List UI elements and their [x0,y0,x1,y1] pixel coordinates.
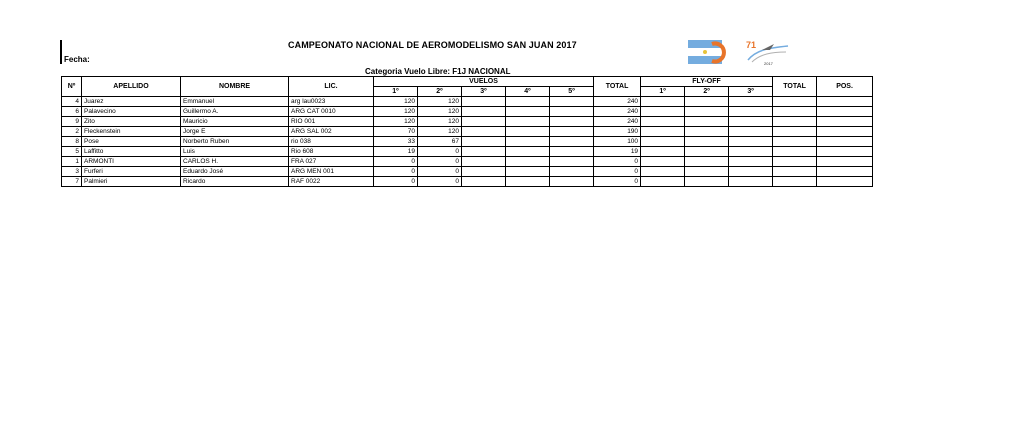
category-title: Categoria Vuelo Libre: F1J NACIONAL [365,67,511,76]
cell-num: 7 [62,177,82,187]
cell-total-2 [773,127,817,137]
table-row [62,127,873,137]
cell-total: 0 [594,177,641,187]
cell-num: 1 [62,157,82,167]
cell-v4 [506,177,550,187]
table-row [62,107,873,117]
col-header-v1: 1º [374,87,418,97]
cell-lic: RIO 001 [289,117,374,127]
cell-v3 [462,177,506,187]
cell-total-2 [773,177,817,187]
cell-num: 6 [62,107,82,117]
cell-v3 [462,137,506,147]
table-row [62,157,873,167]
cell-num: 2 [62,127,82,137]
cell-nombre: Mauricio [181,117,289,127]
cell-v2: 67 [418,137,462,147]
table-row [62,147,873,157]
cell-f1 [641,177,685,187]
cell-v5 [550,157,594,167]
table-row [62,97,873,107]
cell-lic: ARG CAT 0010 [289,107,374,117]
cell-pos [817,167,873,177]
cell-v4 [506,157,550,167]
cell-v5 [550,117,594,127]
cell-pos [817,117,873,127]
cell-lic: FRA 027 [289,157,374,167]
cell-total: 0 [594,157,641,167]
cell-f1 [641,107,685,117]
cell-total: 0 [594,167,641,177]
cell-pos [817,97,873,107]
cell-v4 [506,147,550,157]
cell-v5 [550,107,594,117]
cell-f3 [729,147,773,157]
cell-pos [817,137,873,147]
cell-lic: RAF 0022 [289,177,374,187]
cell-v1: 120 [374,117,418,127]
col-header-apellido: APELLIDO [82,77,181,97]
cell-total-2 [773,167,817,177]
cell-v1: 70 [374,127,418,137]
col-header-flyoff: FLY-OFF [641,77,773,87]
cell-apellido: Palmieri [82,177,181,187]
cell-apellido: Zito [82,117,181,127]
cell-f3 [729,137,773,147]
cell-f1 [641,117,685,127]
col-header-v2: 2º [418,87,462,97]
cell-v3 [462,117,506,127]
cell-f1 [641,147,685,157]
cell-total-2 [773,137,817,147]
cell-f3 [729,157,773,167]
cell-v3 [462,127,506,137]
cell-v1: 0 [374,157,418,167]
cell-v2: 0 [418,167,462,177]
argentina-flag-logo [688,40,732,64]
cell-v3 [462,167,506,177]
cell-lic: arg lau0023 [289,97,374,107]
cell-v3 [462,157,506,167]
svg-text:71: 71 [746,40,757,50]
col-header-v4: 4º [506,87,550,97]
cell-f1 [641,137,685,147]
cell-v2: 120 [418,107,462,117]
cell-total: 240 [594,117,641,127]
cell-v4 [506,117,550,127]
cell-v1: 33 [374,137,418,147]
anniversary-logo [744,38,790,66]
col-header-num: Nº [62,77,82,97]
logo-year-text: 2017 [764,61,773,66]
cell-nombre: Emmanuel [181,97,289,107]
cell-v2: 0 [418,157,462,167]
cell-apellido: ARMONTI [82,157,181,167]
cell-f3 [729,167,773,177]
cell-f2 [685,97,729,107]
cell-apellido: Pose [82,137,181,147]
col-header-total-2: TOTAL [773,77,817,97]
cell-f2 [685,127,729,137]
cell-pos [817,107,873,117]
cell-pos [817,157,873,167]
cell-num: 9 [62,117,82,127]
cell-v5 [550,97,594,107]
cell-nombre: Guillermo A. [181,107,289,117]
cell-v1: 19 [374,147,418,157]
cell-v4 [506,127,550,137]
col-header-v3: 3º [462,87,506,97]
cell-v3 [462,147,506,157]
cell-v1: 120 [374,107,418,117]
cell-f3 [729,107,773,117]
cell-v3 [462,107,506,117]
cell-total: 19 [594,147,641,157]
cell-f1 [641,97,685,107]
cell-nombre: Ricardo [181,177,289,187]
cell-v4 [506,167,550,177]
cell-num: 4 [62,97,82,107]
cell-pos [817,127,873,137]
cell-f2 [685,157,729,167]
cell-v1: 0 [374,177,418,187]
col-header-f1: 1º [641,87,685,97]
table-row [62,117,873,127]
cell-f3 [729,117,773,127]
cell-lic: rio 038 [289,137,374,147]
cell-pos [817,147,873,157]
cell-total-2 [773,117,817,127]
cell-f2 [685,147,729,157]
col-header-total: TOTAL [594,77,641,97]
cell-total-2 [773,97,817,107]
page-title: CAMPEONATO NACIONAL DE AEROMODELISMO SAN JUAN 2017 [288,40,577,50]
cell-lic: Rio 608 [289,147,374,157]
cell-v4 [506,97,550,107]
cell-v5 [550,177,594,187]
cell-num: 3 [62,167,82,177]
cell-num: 5 [62,147,82,157]
table-row [62,167,873,177]
col-header-f2: 2º [685,87,729,97]
cell-v3 [462,97,506,107]
cell-lic: ARG MEN 001 [289,167,374,177]
cell-v2: 120 [418,127,462,137]
cell-f2 [685,107,729,117]
col-header-vuelos: VUELOS [374,77,594,87]
cell-pos [817,177,873,187]
cell-apellido: Fleckenstein [82,127,181,137]
cell-apellido: Laffitto [82,147,181,157]
cell-v5 [550,147,594,157]
cell-v5 [550,137,594,147]
cell-v4 [506,137,550,147]
col-header-f3: 3º [729,87,773,97]
cell-total: 100 [594,137,641,147]
col-header-nombre: NOMBRE [181,77,289,97]
cell-v1: 120 [374,97,418,107]
cell-total-2 [773,147,817,157]
cell-f3 [729,177,773,187]
col-header-lic: LIC. [289,77,374,97]
cell-nombre: CARLOS H. [181,157,289,167]
cell-v2: 0 [418,147,462,157]
table-row [62,177,873,187]
cell-num: 8 [62,137,82,147]
cell-v2: 0 [418,177,462,187]
fecha-label: Fecha: [64,55,90,64]
cell-total: 190 [594,127,641,137]
cell-nombre: Eduardo José [181,167,289,177]
cell-f3 [729,127,773,137]
cell-f1 [641,157,685,167]
cell-v5 [550,127,594,137]
cell-f1 [641,127,685,137]
cell-v2: 120 [418,117,462,127]
cell-v5 [550,167,594,177]
cell-f2 [685,137,729,147]
cell-v2: 120 [418,97,462,107]
cell-total-2 [773,107,817,117]
cell-f2 [685,177,729,187]
cell-apellido: Furferi [82,167,181,177]
cell-total: 240 [594,97,641,107]
cell-total: 240 [594,107,641,117]
cell-total-2 [773,157,817,167]
cell-v4 [506,107,550,117]
cell-f1 [641,167,685,177]
cell-nombre: Luis [181,147,289,157]
cell-apellido: Palavecino [82,107,181,117]
cell-f2 [685,167,729,177]
left-margin-bar [60,40,62,64]
cell-lic: ARG SAL 002 [289,127,374,137]
cell-apellido: Juarez [82,97,181,107]
col-header-v5: 5º [550,87,594,97]
cell-nombre: Norberto Ruben [181,137,289,147]
cell-nombre: Jorge E [181,127,289,137]
table-row [62,137,873,147]
col-header-pos: POS. [817,77,873,97]
cell-v1: 0 [374,167,418,177]
cell-f2 [685,117,729,127]
cell-f3 [729,97,773,107]
results-table [61,76,873,187]
